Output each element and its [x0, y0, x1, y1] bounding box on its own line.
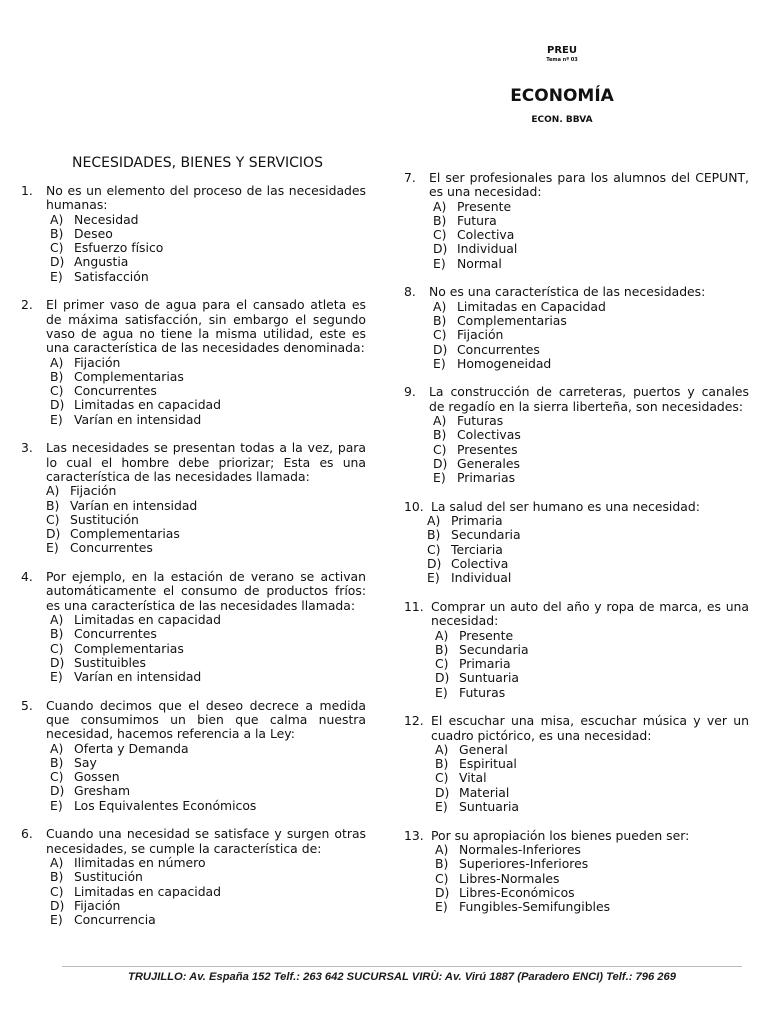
question-number: 3.: [21, 440, 33, 456]
question-11: [404, 600, 749, 700]
option-text: Secundaria: [459, 641, 529, 657]
answer-option: [435, 886, 749, 900]
answer-option: [50, 870, 366, 884]
option-text: Oferta y Demanda: [74, 740, 189, 756]
option-letter: D): [427, 556, 442, 572]
question-text: La construcción de carreteras, puertos y canales de regadío en la sierra liberteña, son necesidades:: [429, 384, 749, 414]
option-letter: A): [50, 211, 64, 227]
answer-option: [427, 528, 749, 542]
option-list: [429, 300, 749, 371]
answer-option: [50, 756, 366, 770]
option-text: Colectiva: [457, 227, 515, 243]
option-letter: A): [46, 483, 60, 499]
option-text: Secundaria: [451, 527, 521, 543]
question-number: 9.: [404, 384, 416, 400]
option-letter: B): [427, 527, 441, 543]
option-list: [46, 856, 366, 927]
option-text: Colectivas: [457, 427, 521, 443]
answer-option: [435, 900, 749, 914]
question-10: [404, 500, 749, 586]
option-letter: B): [50, 869, 64, 885]
option-text: Necesidad: [74, 211, 139, 227]
option-list: [46, 356, 366, 427]
option-text: Gresham: [74, 783, 131, 799]
answer-option: [46, 527, 366, 541]
option-letter: D): [433, 341, 448, 357]
answer-option: [46, 484, 366, 498]
answer-option: [50, 384, 366, 398]
option-text: Homogeneidad: [457, 355, 552, 371]
answer-option: [50, 770, 366, 784]
option-letter: E): [50, 797, 63, 813]
option-text: Gossen: [74, 769, 120, 785]
answer-option: [427, 543, 749, 557]
footer-divider: [62, 966, 742, 967]
option-letter: A): [50, 740, 64, 756]
question-3: [21, 441, 366, 555]
option-letter: B): [50, 754, 64, 770]
question-text: Comprar un auto del año y ropa de marca, es una necesidad:: [431, 598, 749, 629]
option-letter: E): [427, 570, 440, 586]
answer-option: [50, 656, 366, 670]
answer-option: [427, 557, 749, 571]
question-text: Por su apropiación los bienes pueden ser:: [431, 827, 690, 843]
option-text: Espiritual: [459, 756, 517, 772]
question-text: Cuando una necesidad se satisface y surgen otras necesidades, se cumple la característica de:: [46, 826, 366, 856]
page-header: [380, 45, 744, 126]
answer-option: [46, 541, 366, 555]
question-2: [21, 298, 366, 427]
option-text: Terciaria: [451, 541, 503, 557]
question-6: [21, 827, 366, 927]
option-letter: C): [433, 327, 447, 343]
page-footer: TRUJILLO: Av. España 152 Telf.: 263 642 SUCURSAL VIRÙ: Av. Virú 1887 (Paradero ENCI) Telf.: 796 269: [128, 971, 676, 983]
answer-option: [50, 413, 366, 427]
answer-option: [433, 314, 749, 328]
option-letter: A): [433, 298, 447, 314]
right-column: [404, 171, 749, 929]
option-letter: E): [50, 669, 63, 685]
option-text: Deseo: [74, 225, 113, 241]
answer-option: [433, 257, 749, 271]
answer-option: [435, 657, 749, 671]
option-text: Suntuaria: [459, 799, 520, 815]
option-text: Futuras: [457, 413, 504, 429]
answer-option: [435, 686, 749, 700]
answer-option: [50, 670, 366, 684]
option-letter: B): [435, 856, 449, 872]
option-text: Futura: [457, 212, 497, 228]
answer-option: [435, 800, 749, 814]
option-text: Concurrentes: [74, 383, 157, 399]
question-number: 4.: [21, 569, 33, 585]
option-letter: C): [50, 883, 64, 899]
option-text: Superiores-Inferiores: [459, 856, 589, 872]
option-letter: B): [435, 641, 449, 657]
question-number: 5.: [21, 697, 33, 713]
option-letter: D): [50, 397, 65, 413]
option-letter: B): [433, 212, 447, 228]
option-letter: E): [435, 684, 448, 700]
question-text: El ser profesionales para los alumnos del CEPUNT, es una necesidad:: [429, 170, 749, 200]
option-text: Complementarias: [70, 526, 180, 542]
option-text: Varían en intensidad: [74, 669, 202, 685]
answer-option: [50, 213, 366, 227]
answer-option: [433, 414, 749, 428]
question-number: 1.: [21, 183, 33, 198]
option-text: Fijación: [74, 897, 121, 913]
option-list: [42, 484, 366, 555]
option-text: Presente: [459, 627, 514, 643]
option-letter: A): [50, 354, 64, 370]
question-5: [21, 699, 366, 813]
option-letter: D): [50, 783, 65, 799]
option-text: Varían en intensidad: [70, 497, 198, 513]
question-12: [404, 714, 749, 814]
option-letter: E): [433, 255, 446, 271]
option-letter: D): [50, 654, 65, 670]
option-text: Say: [74, 754, 97, 770]
option-letter: A): [433, 198, 447, 214]
option-letter: C): [433, 227, 447, 243]
question-9: [404, 385, 749, 485]
option-letter: C): [50, 240, 64, 256]
option-letter: E): [435, 799, 448, 815]
answer-option: [433, 300, 749, 314]
question-text: Por ejemplo, en la estación de verano se activan automáticamente el consumo de productos fríos: es una característica de las necesidades llamada:: [46, 569, 366, 613]
option-text: Angustia: [74, 254, 129, 270]
answer-option: [50, 885, 366, 899]
option-text: Concurrentes: [457, 341, 540, 357]
question-text: Las necesidades se presentan todas a la vez, para lo cual el hombre debe priorizar; Esta es una característica de las necesidades llamada:: [46, 440, 366, 484]
answer-option: [50, 799, 366, 813]
answer-option: [433, 457, 749, 471]
option-text: Concurrencia: [74, 912, 156, 928]
answer-option: [50, 370, 366, 384]
option-list: [431, 629, 749, 700]
question-number: 8.: [404, 284, 416, 300]
question-1: [21, 184, 366, 284]
option-letter: E): [433, 355, 446, 371]
question-number: 13.: [404, 827, 424, 843]
answer-option: [433, 471, 749, 485]
option-text: Individual: [451, 570, 512, 586]
question-number: 11.: [404, 598, 424, 614]
answer-option: [46, 499, 366, 513]
answer-option: [435, 771, 749, 785]
option-letter: B): [46, 497, 60, 513]
option-letter: A): [427, 513, 441, 529]
section-title: NECESIDADES, BIENES Y SERVICIOS: [72, 155, 323, 171]
option-text: Normal: [457, 255, 502, 271]
answer-option: [433, 343, 749, 357]
option-letter: B): [50, 626, 64, 642]
option-letter: C): [435, 770, 449, 786]
question-4: [21, 570, 366, 684]
option-letter: B): [50, 368, 64, 384]
option-letter: D): [50, 254, 65, 270]
answer-option: [50, 742, 366, 756]
question-text: El primer vaso de agua para el cansado atleta es de máxima satisfacción, sin embargo el segundo vaso de agua no tiene la misma utilidad, este es una característica de las necesidades denominada:: [46, 297, 366, 356]
option-letter: B): [435, 756, 449, 772]
option-letter: D): [435, 670, 450, 686]
option-text: Material: [459, 784, 510, 800]
option-text: Sustitución: [74, 869, 143, 885]
answer-option: [435, 629, 749, 643]
question-number: 6.: [21, 826, 33, 842]
option-text: Primarias: [457, 470, 516, 486]
answer-option: [50, 784, 366, 798]
answer-option: [427, 571, 749, 585]
option-text: Limitadas en capacidad: [74, 883, 222, 899]
answer-option: [50, 227, 366, 241]
option-list: [46, 742, 366, 813]
option-text: Complementarias: [74, 640, 184, 656]
option-letter: E): [50, 912, 63, 928]
option-list: [46, 213, 366, 284]
option-letter: E): [435, 899, 448, 915]
option-text: Limitadas en Capacidad: [457, 298, 606, 314]
option-list: [423, 514, 749, 585]
question-13: [404, 829, 749, 915]
option-text: Varían en intensidad: [74, 411, 202, 427]
option-letter: D): [46, 526, 61, 542]
option-text: Generales: [457, 455, 520, 471]
answer-option: [435, 743, 749, 757]
option-letter: A): [435, 627, 449, 643]
question-text: No es una característica de las necesidades:: [429, 284, 706, 300]
answer-option: [435, 757, 749, 771]
option-letter: C): [435, 870, 449, 886]
page-title: ECONOMÍA: [510, 86, 614, 106]
option-letter: E): [46, 540, 59, 556]
answer-option: [435, 843, 749, 857]
option-letter: E): [433, 470, 446, 486]
option-text: Individual: [457, 241, 518, 257]
option-text: Satisfacción: [74, 268, 149, 284]
option-text: Limitadas en capacidad: [74, 611, 222, 627]
left-column: [21, 184, 366, 942]
header-tema: Tema nº 03: [546, 57, 578, 63]
option-letter: D): [433, 241, 448, 257]
option-letter: B): [433, 312, 447, 328]
question-number: 12.: [404, 713, 424, 729]
option-text: Primaria: [451, 513, 503, 529]
option-letter: C): [46, 511, 60, 527]
answer-option: [433, 357, 749, 371]
option-letter: D): [435, 784, 450, 800]
option-letter: A): [435, 741, 449, 757]
option-text: Vital: [459, 770, 487, 786]
option-text: Complementarias: [457, 312, 567, 328]
option-letter: A): [50, 611, 64, 627]
answer-option: [435, 643, 749, 657]
option-letter: C): [50, 383, 64, 399]
answer-option: [433, 428, 749, 442]
header-preu: PREU: [547, 45, 577, 56]
option-letter: C): [50, 769, 64, 785]
option-text: Limitadas en capacidad: [74, 397, 222, 413]
option-letter: A): [433, 413, 447, 429]
option-text: Primaria: [459, 656, 511, 672]
answer-option: [433, 214, 749, 228]
option-letter: A): [435, 841, 449, 857]
option-text: Concurrentes: [74, 626, 157, 642]
option-text: General: [459, 741, 508, 757]
option-letter: D): [433, 455, 448, 471]
option-letter: C): [433, 441, 447, 457]
option-list: [429, 200, 749, 271]
option-letter: D): [50, 897, 65, 913]
question-8: [404, 285, 749, 371]
option-text: Futuras: [459, 684, 506, 700]
option-text: Ilimitadas en número: [74, 854, 206, 870]
option-text: Concurrentes: [70, 540, 153, 556]
answer-option: [435, 857, 749, 871]
answer-option: [50, 255, 366, 269]
answer-option: [50, 613, 366, 627]
answer-option: [433, 242, 749, 256]
option-text: Suntuaria: [459, 670, 520, 686]
answer-option: [50, 913, 366, 927]
answer-option: [435, 786, 749, 800]
question-text: Cuando decimos que el deseo decrece a medida que consumimos un bien que calma nuestra necesidad, hacemos referencia a la Ley:: [46, 697, 366, 742]
answer-option: [50, 356, 366, 370]
question-text: El escuchar una misa, escuchar música y ver un cuadro pictórico, es una necesidad:: [431, 713, 749, 743]
answer-option: [50, 899, 366, 913]
option-list: [46, 613, 366, 684]
option-text: Sustituibles: [74, 654, 147, 670]
option-letter: A): [50, 854, 64, 870]
option-text: Fijación: [70, 483, 117, 499]
answer-option: [50, 642, 366, 656]
option-text: Fijación: [457, 327, 504, 343]
option-list: [429, 414, 749, 485]
question-text: La salud del ser humano es una necesidad:: [431, 498, 700, 514]
question-7: [404, 171, 749, 271]
option-letter: E): [50, 268, 63, 284]
answer-option: [433, 328, 749, 342]
option-letter: B): [433, 427, 447, 443]
option-text: Libres-Económicos: [459, 884, 575, 900]
answer-option: [433, 228, 749, 242]
answer-option: [427, 514, 749, 528]
option-list: [431, 743, 749, 814]
option-text: Presentes: [457, 441, 518, 457]
question-text: No es un elemento del proceso de las necesidades humanas:: [46, 183, 366, 213]
option-text: Esfuerzo físico: [74, 240, 164, 256]
option-text: Los Equivalentes Económicos: [74, 797, 257, 813]
option-letter: C): [435, 656, 449, 672]
option-list: [431, 843, 749, 914]
option-letter: C): [50, 640, 64, 656]
option-text: Libres-Normales: [459, 870, 560, 886]
course-code: ECON. BBVA: [531, 115, 593, 125]
answer-option: [50, 398, 366, 412]
answer-option: [433, 443, 749, 457]
option-letter: E): [50, 411, 63, 427]
option-text: Fungibles-Semifungibles: [459, 899, 611, 915]
question-number: 2.: [21, 297, 33, 313]
answer-option: [46, 513, 366, 527]
option-text: Complementarias: [74, 368, 184, 384]
answer-option: [50, 241, 366, 255]
option-text: Normales-Inferiores: [459, 841, 581, 857]
answer-option: [50, 270, 366, 284]
option-letter: C): [427, 541, 441, 557]
answer-option: [435, 872, 749, 886]
answer-option: [435, 671, 749, 685]
option-text: Sustitución: [70, 511, 139, 527]
option-letter: B): [50, 225, 64, 241]
option-text: Fijación: [74, 354, 121, 370]
option-text: Presente: [457, 198, 512, 214]
answer-option: [433, 200, 749, 214]
question-number: 10.: [404, 498, 424, 514]
option-text: Colectiva: [451, 556, 509, 572]
option-letter: D): [435, 884, 450, 900]
question-number: 7.: [404, 170, 416, 185]
answer-option: [50, 856, 366, 870]
answer-option: [50, 627, 366, 641]
